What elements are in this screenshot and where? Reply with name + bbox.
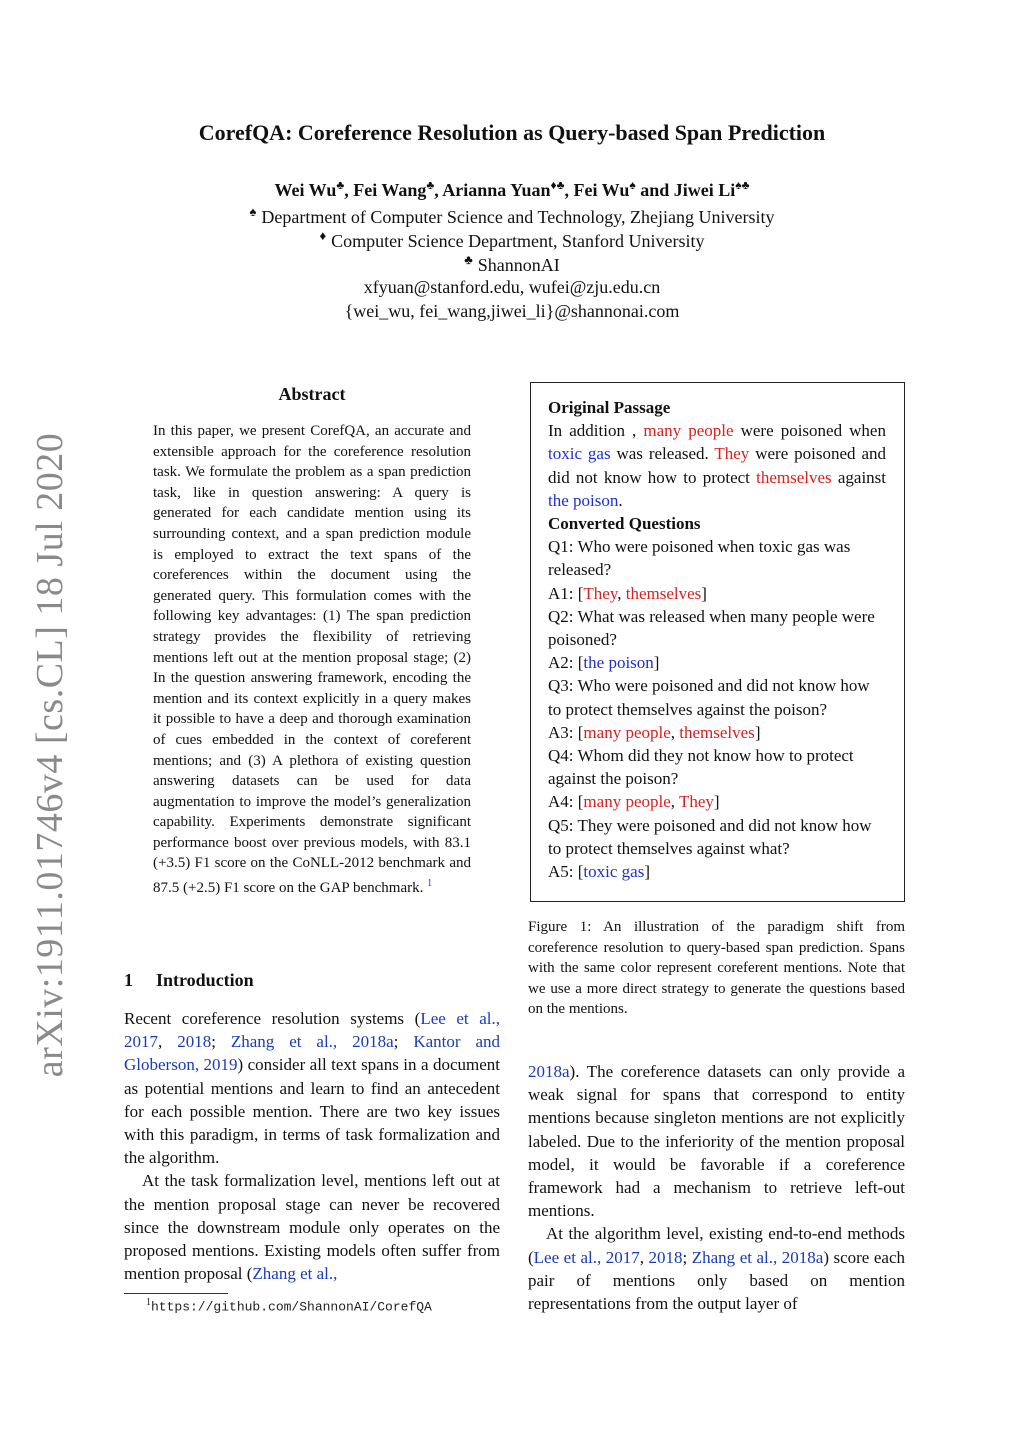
intro-left-column	[124, 1007, 500, 1285]
affiliation-shannonai: ♣ ShannonAI	[464, 252, 560, 275]
affiliation-mark: ♠♣	[735, 178, 750, 192]
citation-link[interactable]: Kantor and Globerson, 2019	[124, 1032, 500, 1075]
answer: A4: [many people, They]	[548, 792, 720, 812]
mention-blue: the poison	[548, 490, 619, 510]
mention-red: many people	[583, 792, 671, 812]
club-icon: ♣	[464, 252, 473, 267]
footnote-ref[interactable]: 1	[427, 878, 433, 890]
intro-paragraph: At the algorithm level, existing end-to-end methods (Lee et al., 2017, 2018; Zhang et al., 2018a) score each pair of mentions only based on mention representations from the output layer of	[528, 1224, 906, 1314]
mention-red: They	[678, 792, 714, 812]
mention-red: They	[714, 444, 750, 464]
citation-link[interactable]: 2018	[177, 1032, 212, 1052]
citation-link[interactable]: Zhang et al., 2018a	[230, 1032, 394, 1052]
citation-link[interactable]: 2018a	[528, 1062, 570, 1081]
footnote-url[interactable]: https://github.com/ShannonAI/CorefQA	[151, 1299, 432, 1315]
citation-link[interactable]: Zhang et al.,	[252, 1264, 338, 1284]
paper-title: CorefQA: Coreference Resolution as Query-based Span Prediction	[198, 120, 826, 145]
mention-red: themselves	[679, 722, 755, 742]
question: Q2: What was released when many people were poisoned?	[548, 606, 875, 650]
question: Q4: Whom did they not know how to protect against the poison?	[548, 746, 854, 789]
author-name: Arianna Yuan	[442, 180, 551, 200]
affiliation-mark: ♦♣	[550, 178, 565, 192]
mention-blue: the poison	[583, 653, 654, 673]
affiliation-zju: ♠ Department of Computer Science and Technology, Zhejiang University	[249, 204, 775, 227]
passage-heading: Original Passage	[548, 398, 671, 417]
figure-content	[548, 396, 886, 883]
mention-red: many people	[583, 722, 671, 742]
mention-blue: toxic gas	[583, 862, 645, 882]
abstract-body: In this paper, we present CorefQA, an accurate and extensible approach for the coreference resolution task. We formulate the problem as a span prediction task, like in question answering: A query is generated for each candidate mention using its surrounding context, and a span prediction module is employed to extract the text spans of the coreferences within the document using the generated query. This formulation comes with the following key advantages: (1) The span prediction strategy provides the flexibility of retrieving mentions left out at the mention proposal stage; (2) In the question answering framework, encoding the mention and its context explicitly in a query makes it possible to have a deep and thorough examination of cues embedded in the context of coreferent mentions; and (3) A plethora of existing question answering datasets can be used for data augmentation to improve the model’s generalization capability. Experiments demonstrate significant performance boost over previous models, with 83.1 (+3.5) F1 score on the CoNLL-2012 benchmark and 87.5 (+2.5) F1 score on the GAP benchmark. $^1$	[153, 423, 471, 897]
original-passage: In addition , many people were poisoned when toxic gas was released. They were poisoned and did not know how to protect themselves against the poison.	[548, 421, 887, 510]
affiliation-mark: ♣	[336, 178, 345, 192]
arxiv-id-text: arXiv:1911.01746v4 [cs.CL] 18 Jul 2020	[29, 432, 71, 1078]
footnote: $^1$https://github.com/ShannonAI/CorefQA	[146, 1297, 432, 1315]
figure-1-caption: Figure 1: An illustration of the paradigm shift from coreference resolution to query-based span prediction. Spans with the same color represent coreferent mentions. Note that we use a more direct strategy to generate the questions based on the mentions.	[528, 919, 905, 1018]
citation-link[interactable]: 2018	[648, 1247, 683, 1267]
question: Q3: Who were poisoned and did not know how to protect themselves against the poison?	[548, 676, 870, 719]
mention-red: They	[583, 583, 618, 603]
mention-red: themselves	[625, 583, 702, 603]
affiliation-stanford: ♦ Computer Science Department, Stanford University	[319, 228, 705, 251]
citation-link[interactable]: Zhang et al., 2018a	[691, 1247, 824, 1267]
answer: A3: [many people, themselves]	[548, 722, 761, 742]
mention-red: many people	[643, 421, 734, 441]
email-line: {wei_wu, fei_wang,jiwei_li}@shannonai.com	[344, 301, 680, 321]
author-name: Jiwei Li	[673, 180, 736, 200]
citation-link[interactable]: Lee et al., 2017	[533, 1247, 640, 1267]
intro-paragraph: At the task formalization level, mentions left out at the mention proposal stage can never be recovered since the downstream module only operates on the proposed mentions. Existing models often suffer from mention proposal (Zhang et al.,	[124, 1171, 500, 1284]
abstract-heading: Abstract	[278, 384, 346, 404]
citation-link[interactable]: Lee et al., 2017	[124, 1009, 501, 1052]
spade-icon: ♠	[249, 204, 257, 219]
answer: A5: [toxic gas]	[548, 862, 650, 882]
affiliation-mark: ♠	[629, 178, 636, 192]
diamond-icon: ♦	[319, 228, 327, 243]
section-heading-introduction: 1 Introduction	[124, 970, 254, 990]
footnote-divider	[124, 1293, 228, 1294]
author-name: Fei Wang	[353, 180, 427, 200]
intro-paragraph: Recent coreference resolution systems (Lee et al., 2017, 2018; Zhang et al., 2018a; Kantor and Globerson, 2019) consider all text spans in a document as potential mentions and learn to find an antecedent for each possible mention. There are two key issues with this paradigm, in terms of task formalization and the algorithm.	[124, 1009, 501, 1168]
arxiv-side-label	[20, 432, 80, 1078]
figure-1-box	[530, 382, 905, 902]
questions-heading: Converted Questions	[548, 514, 701, 534]
email-line: xfyuan@stanford.edu, wufei@zju.edu.cn	[363, 277, 661, 297]
intro-right-column	[528, 1060, 905, 1315]
question: Q5: They were poisoned and did not know how to protect themselves against what?	[548, 815, 872, 858]
author-name: Fei Wu	[573, 180, 630, 200]
author-list: Wei Wu♣, Fei Wang♣, Arianna Yuan♦♣, Fei Wu♠ and Jiwei Li♠♣	[274, 178, 750, 200]
question-answer-list	[548, 535, 886, 883]
author-name: Wei Wu	[274, 180, 337, 200]
answer: A1: [They, themselves]	[548, 583, 707, 603]
intro-paragraph: 2018a). The coreference datasets can only provide a weak signal for spans that correspond to entity mentions because singleton mentions are not explicitly labeled. Due to the inferiority of the mention proposal model, it would be favorable if a coreference framework had a mechanism to retrieve left-out mentions.	[528, 1062, 905, 1221]
mention-red: themselves	[756, 467, 832, 487]
affiliation-mark: ♣	[426, 178, 435, 192]
answer: A2: [the poison]	[548, 653, 660, 673]
mention-blue: toxic gas	[548, 444, 611, 464]
question: Q1: Who were poisoned when toxic gas was released?	[548, 537, 851, 580]
